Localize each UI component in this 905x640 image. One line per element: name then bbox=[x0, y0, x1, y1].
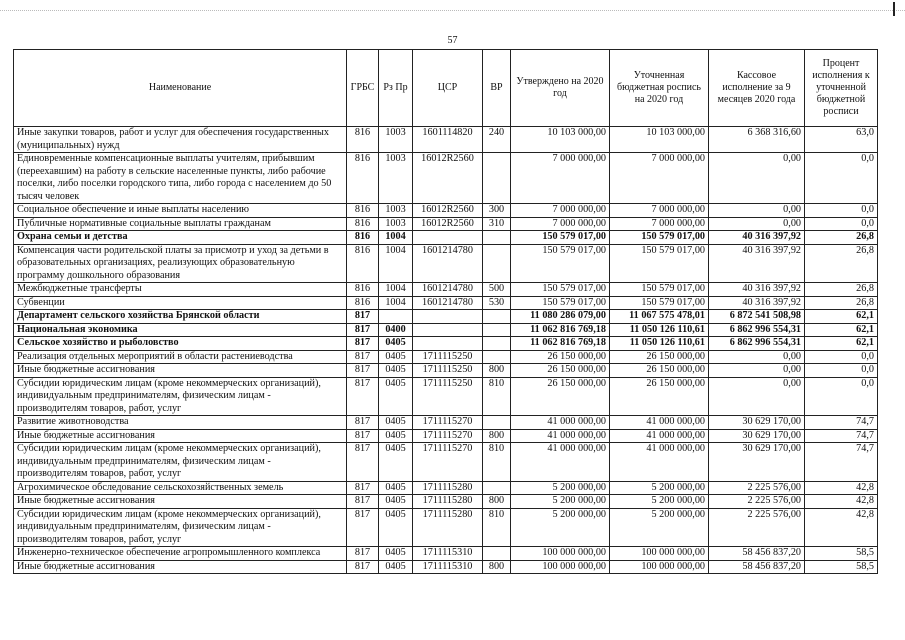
page-number: 57 bbox=[447, 35, 458, 46]
table-row bbox=[14, 244, 878, 283]
budget-table-container bbox=[13, 49, 877, 574]
cell-refined: 150 579 017,00 bbox=[610, 244, 709, 283]
cell-csr: 1711115280 bbox=[413, 481, 483, 495]
cell-vr bbox=[483, 323, 511, 337]
cell-csr: 1711115280 bbox=[413, 508, 483, 547]
cell-approved: 7 000 000,00 bbox=[511, 217, 610, 231]
cell-rzpr: 0405 bbox=[379, 443, 413, 482]
cell-percent: 74,7 bbox=[805, 416, 878, 430]
cell-refined: 100 000 000,00 bbox=[610, 560, 709, 574]
cell-rzpr: 1004 bbox=[379, 231, 413, 245]
table-row bbox=[14, 231, 878, 245]
cell-vr bbox=[483, 337, 511, 351]
cell-approved: 26 150 000,00 bbox=[511, 377, 610, 416]
cell-name: Департамент сельского хозяйства Брянской области bbox=[14, 310, 347, 324]
table-row bbox=[14, 127, 878, 153]
cell-refined: 41 000 000,00 bbox=[610, 429, 709, 443]
table-row bbox=[14, 296, 878, 310]
cell-approved: 11 080 286 079,00 bbox=[511, 310, 610, 324]
cell-grbs: 817 bbox=[347, 337, 379, 351]
cell-refined: 41 000 000,00 bbox=[610, 416, 709, 430]
cell-approved: 11 062 816 769,18 bbox=[511, 337, 610, 351]
cell-grbs: 817 bbox=[347, 508, 379, 547]
cell-grbs: 817 bbox=[347, 560, 379, 574]
cell-approved: 150 579 017,00 bbox=[511, 231, 610, 245]
cell-name: Субсидии юридическим лицам (кроме некоммерческих организаций), индивидуальным предпринимателям, физическим лицам - производителям товаров, работ, услуг bbox=[14, 508, 347, 547]
cell-approved: 100 000 000,00 bbox=[511, 547, 610, 561]
cell-percent: 26,8 bbox=[805, 283, 878, 297]
cell-refined: 7 000 000,00 bbox=[610, 204, 709, 218]
cell-cash: 0,00 bbox=[709, 377, 805, 416]
cell-rzpr bbox=[379, 310, 413, 324]
cell-cash: 6 368 316,60 bbox=[709, 127, 805, 153]
cell-name: Межбюджетные трансферты bbox=[14, 283, 347, 297]
cell-vr: 530 bbox=[483, 296, 511, 310]
table-row bbox=[14, 560, 878, 574]
cell-cash: 6 862 996 554,31 bbox=[709, 337, 805, 351]
cell-name: Иные закупки товаров, работ и услуг для обеспечения государственных (муниципальных) нужд bbox=[14, 127, 347, 153]
cell-cash: 40 316 397,92 bbox=[709, 296, 805, 310]
cell-name: Сельское хозяйство и рыболовство bbox=[14, 337, 347, 351]
cell-approved: 26 150 000,00 bbox=[511, 364, 610, 378]
cell-percent: 58,5 bbox=[805, 547, 878, 561]
cell-csr: 1711115250 bbox=[413, 350, 483, 364]
cell-approved: 41 000 000,00 bbox=[511, 443, 610, 482]
cell-rzpr: 0405 bbox=[379, 337, 413, 351]
cell-name: Национальная экономика bbox=[14, 323, 347, 337]
cell-csr: 1711115250 bbox=[413, 364, 483, 378]
cell-grbs: 817 bbox=[347, 429, 379, 443]
cell-csr bbox=[413, 337, 483, 351]
cell-refined: 41 000 000,00 bbox=[610, 443, 709, 482]
cell-vr: 500 bbox=[483, 283, 511, 297]
cell-approved: 150 579 017,00 bbox=[511, 244, 610, 283]
cell-grbs: 817 bbox=[347, 364, 379, 378]
cell-rzpr: 0405 bbox=[379, 416, 413, 430]
cell-percent: 0,0 bbox=[805, 350, 878, 364]
table-row bbox=[14, 377, 878, 416]
cell-cash: 0,00 bbox=[709, 204, 805, 218]
budget-execution-table bbox=[13, 49, 878, 574]
cell-refined: 26 150 000,00 bbox=[610, 364, 709, 378]
cell-grbs: 817 bbox=[347, 416, 379, 430]
cell-cash: 30 629 170,00 bbox=[709, 443, 805, 482]
cell-refined: 5 200 000,00 bbox=[610, 508, 709, 547]
cell-vr: 800 bbox=[483, 364, 511, 378]
cell-refined: 150 579 017,00 bbox=[610, 296, 709, 310]
table-row bbox=[14, 416, 878, 430]
cell-name: Субвенции bbox=[14, 296, 347, 310]
cell-cash: 0,00 bbox=[709, 350, 805, 364]
table-row bbox=[14, 204, 878, 218]
table-row bbox=[14, 323, 878, 337]
cell-grbs: 817 bbox=[347, 310, 379, 324]
cell-vr bbox=[483, 244, 511, 283]
cell-grbs: 816 bbox=[347, 283, 379, 297]
cell-approved: 150 579 017,00 bbox=[511, 283, 610, 297]
cell-rzpr: 1004 bbox=[379, 296, 413, 310]
cell-grbs: 817 bbox=[347, 377, 379, 416]
table-row bbox=[14, 508, 878, 547]
cell-percent: 26,8 bbox=[805, 296, 878, 310]
cell-vr: 300 bbox=[483, 204, 511, 218]
cell-cash: 2 225 576,00 bbox=[709, 495, 805, 509]
cell-vr bbox=[483, 481, 511, 495]
cell-vr: 240 bbox=[483, 127, 511, 153]
cell-grbs: 816 bbox=[347, 153, 379, 204]
cell-cash: 0,00 bbox=[709, 364, 805, 378]
cell-refined: 150 579 017,00 bbox=[610, 231, 709, 245]
cell-name: Социальное обеспечение и иные выплаты населению bbox=[14, 204, 347, 218]
cell-cash: 58 456 837,20 bbox=[709, 560, 805, 574]
table-row bbox=[14, 429, 878, 443]
cell-csr: 1601114820 bbox=[413, 127, 483, 153]
cell-refined: 26 150 000,00 bbox=[610, 377, 709, 416]
cell-vr: 810 bbox=[483, 508, 511, 547]
cell-approved: 5 200 000,00 bbox=[511, 495, 610, 509]
cell-percent: 74,7 bbox=[805, 443, 878, 482]
cell-grbs: 816 bbox=[347, 244, 379, 283]
scan-edge-mark bbox=[893, 2, 895, 16]
cell-percent: 0,0 bbox=[805, 153, 878, 204]
cell-refined: 26 150 000,00 bbox=[610, 350, 709, 364]
cell-refined: 11 050 126 110,61 bbox=[610, 323, 709, 337]
cell-name: Субсидии юридическим лицам (кроме некоммерческих организаций), индивидуальным предпринимателям, физическим лицам - производителям товаров, работ, услуг bbox=[14, 443, 347, 482]
cell-csr: 1711115270 bbox=[413, 443, 483, 482]
table-body bbox=[14, 127, 878, 574]
cell-rzpr: 0405 bbox=[379, 377, 413, 416]
cell-rzpr: 0405 bbox=[379, 560, 413, 574]
cell-refined: 5 200 000,00 bbox=[610, 481, 709, 495]
cell-approved: 7 000 000,00 bbox=[511, 153, 610, 204]
cell-vr: 800 bbox=[483, 495, 511, 509]
cell-grbs: 816 bbox=[347, 204, 379, 218]
cell-approved: 5 200 000,00 bbox=[511, 508, 610, 547]
cell-approved: 10 103 000,00 bbox=[511, 127, 610, 153]
cell-rzpr: 0400 bbox=[379, 323, 413, 337]
cell-refined: 150 579 017,00 bbox=[610, 283, 709, 297]
cell-percent: 0,0 bbox=[805, 364, 878, 378]
cell-csr: 1711115270 bbox=[413, 429, 483, 443]
cell-name: Иные бюджетные ассигнования bbox=[14, 495, 347, 509]
table-row bbox=[14, 495, 878, 509]
cell-percent: 42,8 bbox=[805, 495, 878, 509]
cell-vr: 310 bbox=[483, 217, 511, 231]
table-header-row bbox=[14, 50, 878, 127]
cell-percent: 62,1 bbox=[805, 323, 878, 337]
cell-name: Публичные нормативные социальные выплаты гражданам bbox=[14, 217, 347, 231]
cell-csr: 16012R2560 bbox=[413, 153, 483, 204]
cell-rzpr: 0405 bbox=[379, 481, 413, 495]
cell-grbs: 817 bbox=[347, 323, 379, 337]
cell-csr: 1711115280 bbox=[413, 495, 483, 509]
cell-percent: 26,8 bbox=[805, 244, 878, 283]
cell-percent: 42,8 bbox=[805, 508, 878, 547]
cell-csr: 1711115270 bbox=[413, 416, 483, 430]
cell-name: Компенсация части родительской платы за присмотр и уход за детьми в образовательных организациях, реализующих образовательную программу дошкольного образования bbox=[14, 244, 347, 283]
cell-percent: 26,8 bbox=[805, 231, 878, 245]
cell-percent: 0,0 bbox=[805, 217, 878, 231]
cell-rzpr: 1004 bbox=[379, 244, 413, 283]
cell-name: Иные бюджетные ассигнования bbox=[14, 429, 347, 443]
cell-cash: 40 316 397,92 bbox=[709, 283, 805, 297]
cell-grbs: 816 bbox=[347, 231, 379, 245]
cell-name: Охрана семьи и детства bbox=[14, 231, 347, 245]
cell-name: Развитие животноводства bbox=[14, 416, 347, 430]
cell-cash: 6 862 996 554,31 bbox=[709, 323, 805, 337]
header-name: Наименование bbox=[14, 50, 347, 127]
cell-approved: 41 000 000,00 bbox=[511, 429, 610, 443]
cell-vr bbox=[483, 547, 511, 561]
cell-rzpr: 1004 bbox=[379, 283, 413, 297]
scan-edge-line bbox=[0, 10, 905, 12]
cell-cash: 2 225 576,00 bbox=[709, 508, 805, 547]
cell-cash: 6 872 541 508,98 bbox=[709, 310, 805, 324]
cell-cash: 58 456 837,20 bbox=[709, 547, 805, 561]
cell-grbs: 817 bbox=[347, 481, 379, 495]
cell-approved: 11 062 816 769,18 bbox=[511, 323, 610, 337]
cell-cash: 40 316 397,92 bbox=[709, 244, 805, 283]
table-row bbox=[14, 217, 878, 231]
table-row bbox=[14, 364, 878, 378]
cell-approved: 5 200 000,00 bbox=[511, 481, 610, 495]
cell-grbs: 816 bbox=[347, 127, 379, 153]
table-row bbox=[14, 350, 878, 364]
cell-csr: 1711115310 bbox=[413, 560, 483, 574]
cell-grbs: 817 bbox=[347, 495, 379, 509]
table-row bbox=[14, 337, 878, 351]
cell-percent: 62,1 bbox=[805, 310, 878, 324]
cell-approved: 150 579 017,00 bbox=[511, 296, 610, 310]
cell-cash: 0,00 bbox=[709, 153, 805, 204]
cell-csr bbox=[413, 323, 483, 337]
cell-csr: 1711115250 bbox=[413, 377, 483, 416]
cell-cash: 30 629 170,00 bbox=[709, 429, 805, 443]
cell-approved: 7 000 000,00 bbox=[511, 204, 610, 218]
cell-csr: 1601214780 bbox=[413, 296, 483, 310]
cell-cash: 40 316 397,92 bbox=[709, 231, 805, 245]
cell-vr: 800 bbox=[483, 429, 511, 443]
cell-rzpr: 1003 bbox=[379, 217, 413, 231]
cell-percent: 63,0 bbox=[805, 127, 878, 153]
header-percent: Процент исполнения к уточненной бюджетной росписи bbox=[805, 50, 878, 127]
cell-vr bbox=[483, 231, 511, 245]
cell-cash: 0,00 bbox=[709, 217, 805, 231]
cell-approved: 100 000 000,00 bbox=[511, 560, 610, 574]
header-vr: ВР bbox=[483, 50, 511, 127]
cell-percent: 42,8 bbox=[805, 481, 878, 495]
cell-rzpr: 1003 bbox=[379, 127, 413, 153]
cell-vr: 810 bbox=[483, 443, 511, 482]
cell-name: Иные бюджетные ассигнования bbox=[14, 560, 347, 574]
cell-percent: 0,0 bbox=[805, 377, 878, 416]
cell-name: Реализация отдельных мероприятий в области растениеводства bbox=[14, 350, 347, 364]
cell-vr: 800 bbox=[483, 560, 511, 574]
cell-rzpr: 0405 bbox=[379, 508, 413, 547]
cell-percent: 62,1 bbox=[805, 337, 878, 351]
cell-refined: 5 200 000,00 bbox=[610, 495, 709, 509]
cell-refined: 10 103 000,00 bbox=[610, 127, 709, 153]
cell-csr bbox=[413, 231, 483, 245]
cell-csr: 16012R2560 bbox=[413, 204, 483, 218]
header-refined: Уточненная бюджетная роспись на 2020 год bbox=[610, 50, 709, 127]
header-approved: Утверждено на 2020 год bbox=[511, 50, 610, 127]
cell-percent: 58,5 bbox=[805, 560, 878, 574]
cell-grbs: 817 bbox=[347, 547, 379, 561]
cell-refined: 100 000 000,00 bbox=[610, 547, 709, 561]
cell-approved: 26 150 000,00 bbox=[511, 350, 610, 364]
cell-name: Агрохимическое обследование сельскохозяйственных земель bbox=[14, 481, 347, 495]
cell-vr bbox=[483, 350, 511, 364]
cell-grbs: 816 bbox=[347, 296, 379, 310]
cell-vr bbox=[483, 310, 511, 324]
cell-percent: 0,0 bbox=[805, 204, 878, 218]
cell-name: Иные бюджетные ассигнования bbox=[14, 364, 347, 378]
cell-rzpr: 0405 bbox=[379, 429, 413, 443]
cell-csr: 1601214780 bbox=[413, 244, 483, 283]
table-row bbox=[14, 310, 878, 324]
cell-refined: 7 000 000,00 bbox=[610, 217, 709, 231]
cell-refined: 11 050 126 110,61 bbox=[610, 337, 709, 351]
header-cash: Кассовое исполнение за 9 месяцев 2020 года bbox=[709, 50, 805, 127]
cell-rzpr: 0405 bbox=[379, 364, 413, 378]
cell-rzpr: 1003 bbox=[379, 204, 413, 218]
cell-cash: 2 225 576,00 bbox=[709, 481, 805, 495]
cell-csr: 1601214780 bbox=[413, 283, 483, 297]
cell-csr: 1711115310 bbox=[413, 547, 483, 561]
cell-csr: 16012R2560 bbox=[413, 217, 483, 231]
cell-percent: 74,7 bbox=[805, 429, 878, 443]
table-row bbox=[14, 283, 878, 297]
cell-cash: 30 629 170,00 bbox=[709, 416, 805, 430]
cell-vr bbox=[483, 416, 511, 430]
table-row bbox=[14, 481, 878, 495]
cell-rzpr: 1003 bbox=[379, 153, 413, 204]
cell-refined: 7 000 000,00 bbox=[610, 153, 709, 204]
table-row bbox=[14, 443, 878, 482]
cell-name: Единовременные компенсационные выплаты учителям, прибывшим (переехавшим) на работу в сельские населенные пункты, либо рабочие поселки, либо поселки городского типа, либо города с населением до 50 тысяч человек bbox=[14, 153, 347, 204]
cell-rzpr: 0405 bbox=[379, 350, 413, 364]
header-rzpr: Рз Пр bbox=[379, 50, 413, 127]
cell-csr bbox=[413, 310, 483, 324]
cell-name: Субсидии юридическим лицам (кроме некоммерческих организаций), индивидуальным предпринимателям, физическим лицам - производителям товаров, работ, услуг bbox=[14, 377, 347, 416]
cell-grbs: 816 bbox=[347, 217, 379, 231]
table-row bbox=[14, 153, 878, 204]
cell-vr: 810 bbox=[483, 377, 511, 416]
table-row bbox=[14, 547, 878, 561]
cell-vr bbox=[483, 153, 511, 204]
cell-name: Инженерно-техническое обеспечение агропромышленного комплекса bbox=[14, 547, 347, 561]
cell-rzpr: 0405 bbox=[379, 547, 413, 561]
cell-approved: 41 000 000,00 bbox=[511, 416, 610, 430]
header-csr: ЦСР bbox=[413, 50, 483, 127]
cell-refined: 11 067 575 478,01 bbox=[610, 310, 709, 324]
header-grbs: ГРБС bbox=[347, 50, 379, 127]
cell-rzpr: 0405 bbox=[379, 495, 413, 509]
cell-grbs: 817 bbox=[347, 350, 379, 364]
cell-grbs: 817 bbox=[347, 443, 379, 482]
